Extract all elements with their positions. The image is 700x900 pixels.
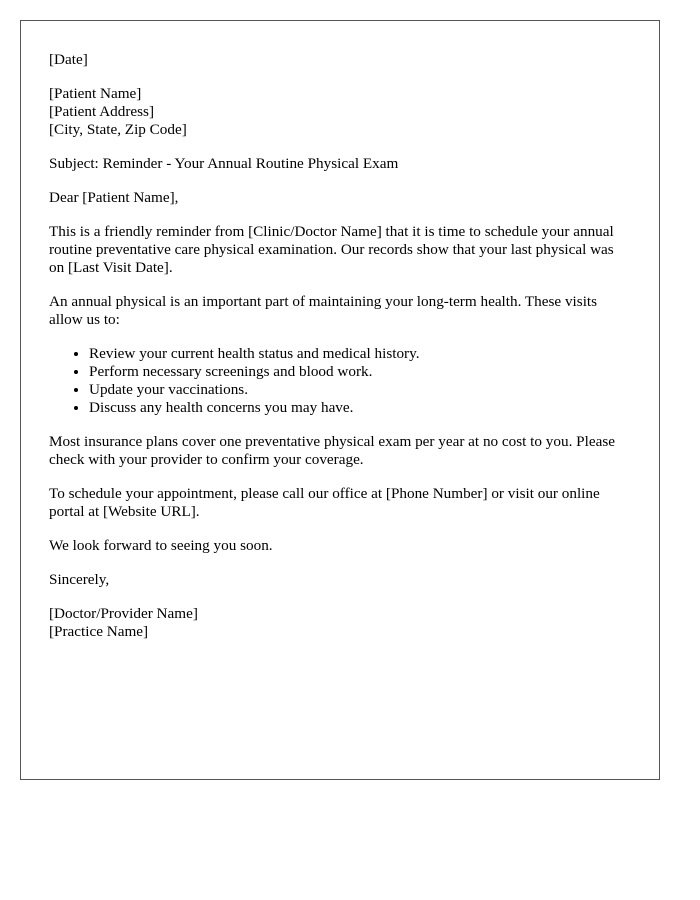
letter-page bbox=[20, 20, 660, 780]
letter-salutation: Dear [Patient Name], bbox=[49, 189, 179, 206]
benefit-list-item: • Discuss any health concerns you may have. bbox=[89, 399, 631, 417]
signature-provider-name: [Doctor/Provider Name] bbox=[49, 605, 198, 622]
benefit-list-item: • Update your vaccinations. bbox=[89, 381, 631, 399]
recipient-name: [Patient Name] bbox=[49, 85, 142, 102]
letter-date: [Date] bbox=[49, 51, 88, 68]
body-paragraph-closing: We look forward to seeing you soon. bbox=[49, 537, 273, 554]
letter-subject: Subject: Reminder - Your Annual Routine Physical Exam bbox=[49, 155, 399, 172]
body-paragraph-insurance: Most insurance plans cover one preventative physical exam per year at no cost to you. Please check with your provider to confirm your coverage. bbox=[49, 433, 615, 468]
signature-practice-name: [Practice Name] bbox=[49, 623, 149, 640]
recipient-address-block bbox=[49, 85, 631, 139]
body-paragraph-scheduling: To schedule your appointment, please call our office at [Phone Number] or visit our online portal at [Website URL]. bbox=[49, 485, 600, 520]
body-paragraph-reminder: This is a friendly reminder from [Clinic/Doctor Name] that it is time to schedule your annual routine preventative care physical examination. Our records show that your last physical was on [Last Visit Date]. bbox=[49, 223, 614, 276]
signature-block bbox=[49, 605, 631, 641]
letter-signoff: Sincerely, bbox=[49, 571, 110, 588]
benefits-list bbox=[49, 345, 631, 417]
recipient-address: [Patient Address] bbox=[49, 103, 155, 120]
body-paragraph-importance: An annual physical is an important part of maintaining your long-term health. These visits allow us to: bbox=[49, 293, 598, 328]
recipient-city-state-zip: [City, State, Zip Code] bbox=[49, 121, 187, 138]
benefit-list-item: • Review your current health status and medical history. bbox=[89, 345, 631, 363]
benefit-list-item: • Perform necessary screenings and blood work. bbox=[89, 363, 631, 381]
